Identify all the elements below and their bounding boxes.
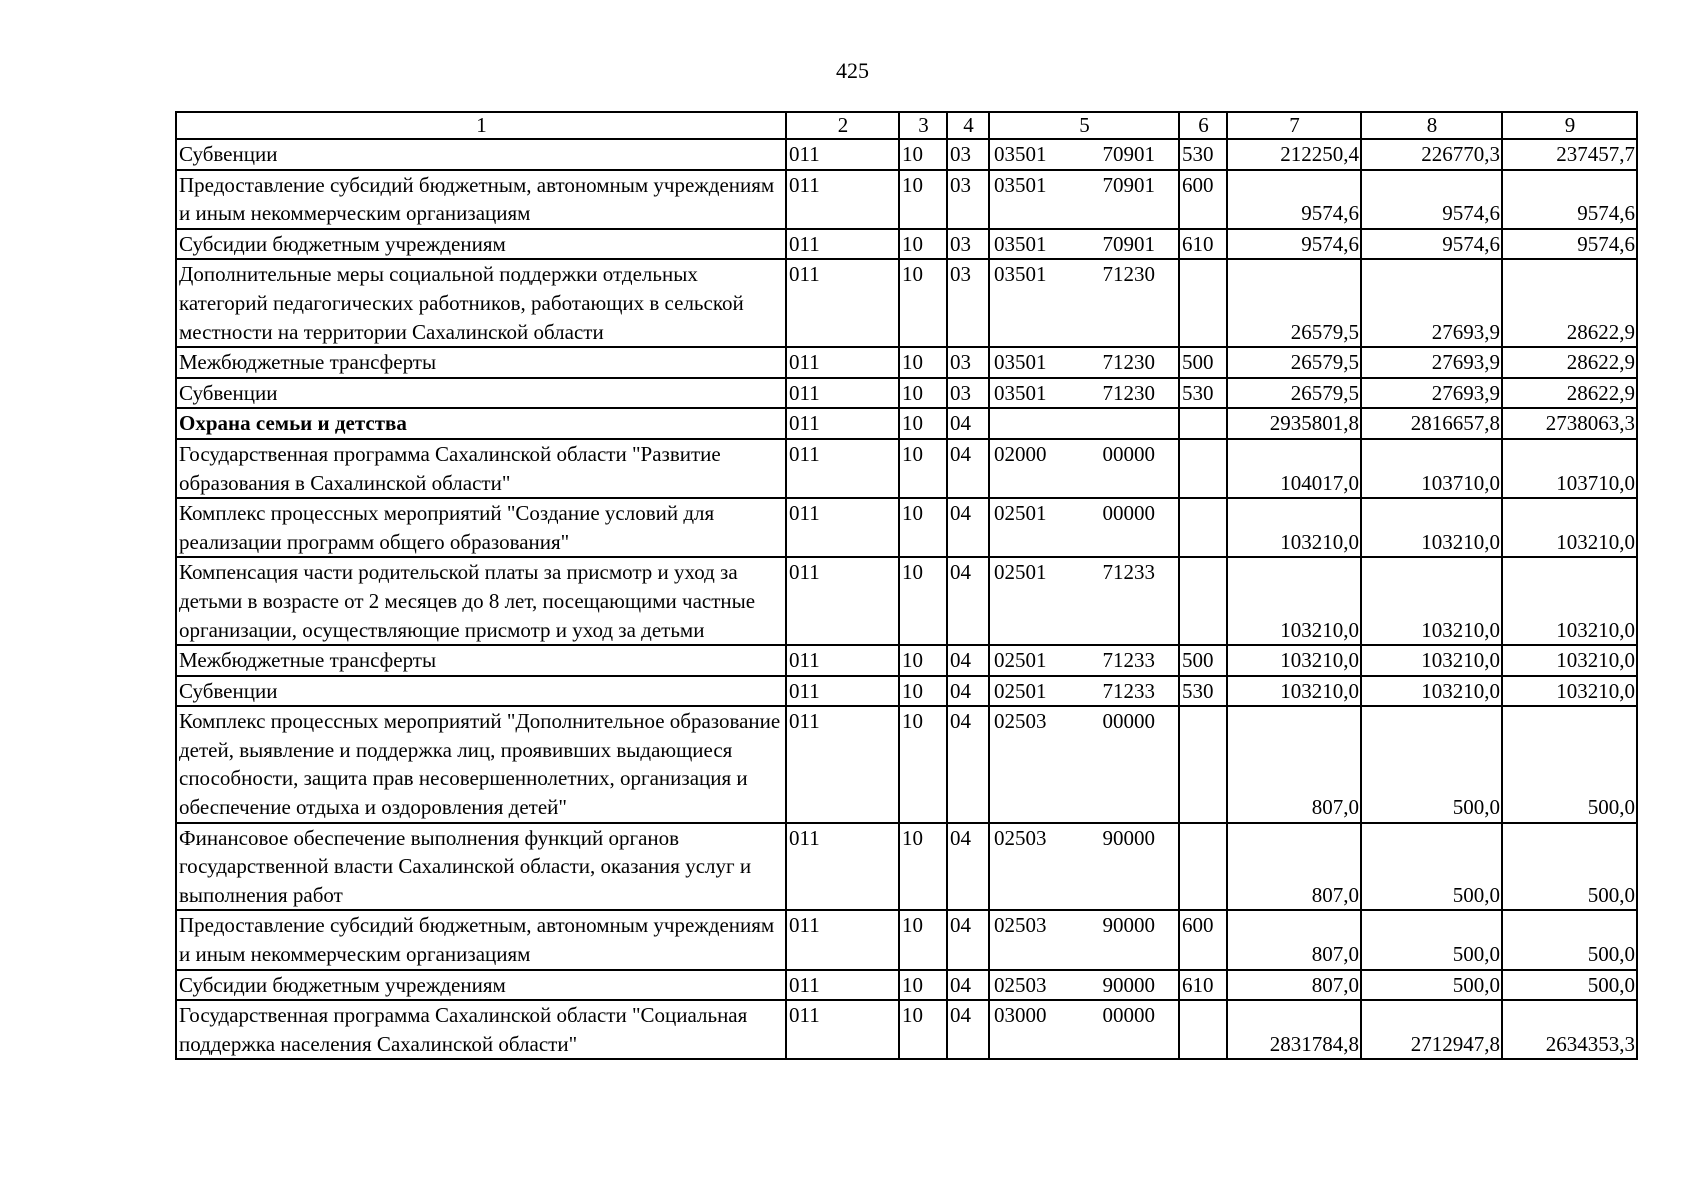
cell-col3: 10 [899,557,947,645]
cell-col5-program: 03501 [994,262,1047,287]
cell-col3: 10 [899,170,947,229]
cell-col6: 600 [1179,910,1227,969]
cell-col4: 04 [947,557,989,645]
cell-col5-program: 03501 [994,142,1047,166]
cell-col4: 04 [947,970,989,1001]
column-header: 7 [1227,112,1361,139]
cell-col8: 103210,0 [1361,645,1502,676]
cell-col8: 103210,0 [1361,557,1502,645]
cell-col9: 103210,0 [1502,676,1637,707]
cell-col2: 011 [786,170,899,229]
cell-col5-program: 02501 [994,648,1047,673]
table-row [176,1000,1637,1059]
cell-col5 [989,645,1179,676]
cell-col9: 237457,7 [1502,139,1637,170]
cell-col5-direction: 71230 [1102,350,1155,375]
row-name: Субвенции [176,378,786,409]
cell-col5-direction: 71230 [1102,380,1155,405]
cell-col4: 03 [947,170,989,229]
cell-col9: 9574,6 [1502,229,1637,260]
cell-col2: 011 [786,676,899,707]
cell-col2: 011 [786,347,899,378]
cell-col3: 10 [899,910,947,969]
cell-col5-program: 02501 [994,678,1047,703]
cell-col5 [989,347,1179,378]
cell-col7: 2831784,8 [1227,1000,1361,1059]
cell-col7: 26579,5 [1227,259,1361,347]
cell-col6: 530 [1179,676,1227,707]
cell-col8: 226770,3 [1361,139,1502,170]
cell-col8: 500,0 [1361,910,1502,969]
cell-col4: 03 [947,139,989,170]
cell-col5 [989,910,1179,969]
cell-col2: 011 [786,439,899,498]
table-row [176,557,1637,645]
cell-col2: 011 [786,229,899,260]
cell-col5 [989,170,1179,229]
cell-col5-direction: 00000 [1102,501,1155,526]
table-row [176,170,1637,229]
column-header: 3 [899,112,947,139]
cell-col2: 011 [786,259,899,347]
cell-col2: 011 [786,1000,899,1059]
cell-col3: 10 [899,439,947,498]
cell-col5-direction: 00000 [1102,709,1155,734]
cell-col8: 103210,0 [1361,676,1502,707]
cell-col2: 011 [786,139,899,170]
cell-col9: 103710,0 [1502,439,1637,498]
cell-col6: 500 [1179,645,1227,676]
cell-col5 [989,970,1179,1001]
cell-col7: 807,0 [1227,823,1361,911]
cell-col3: 10 [899,378,947,409]
cell-col7: 807,0 [1227,706,1361,822]
cell-col7: 212250,4 [1227,139,1361,170]
cell-col5 [989,823,1179,911]
cell-col4: 04 [947,823,989,911]
cell-col5-direction: 90000 [1102,913,1155,938]
cell-col2: 011 [786,378,899,409]
cell-col7: 26579,5 [1227,347,1361,378]
cell-col5-program: 02501 [994,560,1047,585]
cell-col6: 530 [1179,378,1227,409]
cell-col6 [1179,498,1227,557]
table-row [176,229,1637,260]
cell-col2: 011 [786,910,899,969]
row-name: Субсидии бюджетным учреждениям [176,970,786,1001]
cell-col5-program: 03000 [994,1003,1047,1028]
cell-col9: 28622,9 [1502,378,1637,409]
cell-col7: 103210,0 [1227,645,1361,676]
cell-col5 [989,1000,1179,1059]
budget-table [175,111,1638,1060]
cell-col9: 103210,0 [1502,498,1637,557]
column-header: 2 [786,112,899,139]
cell-col9: 500,0 [1502,910,1637,969]
row-name: Межбюджетные трансферты [176,645,786,676]
cell-col5 [989,557,1179,645]
row-name: Межбюджетные трансферты [176,347,786,378]
cell-col7: 2935801,8 [1227,408,1361,439]
cell-col7: 807,0 [1227,910,1361,969]
cell-col3: 10 [899,645,947,676]
cell-col9: 500,0 [1502,706,1637,822]
cell-col4: 04 [947,498,989,557]
table-row [176,408,1637,439]
cell-col5-direction: 70901 [1102,142,1155,166]
cell-col7: 104017,0 [1227,439,1361,498]
cell-col6: 500 [1179,347,1227,378]
cell-col3: 10 [899,498,947,557]
cell-col8: 27693,9 [1361,259,1502,347]
cell-col3: 10 [899,706,947,822]
cell-col4: 03 [947,229,989,260]
cell-col6: 610 [1179,229,1227,260]
cell-col8: 103210,0 [1361,498,1502,557]
row-name: Предоставление субсидий бюджетным, автономным учреждениям и иным некоммерческим организациям [176,170,786,229]
table-row [176,347,1637,378]
table-row [176,676,1637,707]
cell-col5-program: 03501 [994,231,1047,256]
column-header: 5 [989,112,1179,139]
row-name: Комплекс процессных мероприятий "Дополнительное образование детей, выявление и поддержка лиц, проявивших выдающиеся способности, защита прав несовершеннолетних, организация и обеспечение отдыха и оздоровления детей" [176,706,786,822]
cell-col5-program: 02503 [994,972,1047,997]
cell-col5 [989,139,1179,170]
cell-col9: 103210,0 [1502,645,1637,676]
cell-col8: 9574,6 [1361,170,1502,229]
cell-col8: 27693,9 [1361,347,1502,378]
cell-col5 [989,439,1179,498]
table-row [176,378,1637,409]
table-row [176,910,1637,969]
cell-col5-direction: 71230 [1102,262,1155,287]
cell-col4: 04 [947,676,989,707]
cell-col5 [989,706,1179,822]
cell-col5-direction: 70901 [1102,231,1155,256]
cell-col5-direction: 70901 [1102,172,1155,197]
row-name: Комплекс процессных мероприятий "Создание условий для реализации программ общего образования" [176,498,786,557]
cell-col3: 10 [899,139,947,170]
cell-col3: 10 [899,408,947,439]
cell-col6 [1179,1000,1227,1059]
column-header: 1 [176,112,786,139]
cell-col9: 9574,6 [1502,170,1637,229]
row-name: Предоставление субсидий бюджетным, автономным учреждениям и иным некоммерческим организациям [176,910,786,969]
cell-col5-program: 02503 [994,913,1047,938]
cell-col5-program: 02000 [994,441,1047,466]
table-row [176,970,1637,1001]
cell-col8: 27693,9 [1361,378,1502,409]
cell-col7: 9574,6 [1227,229,1361,260]
row-name: Охрана семьи и детства [176,408,786,439]
cell-col2: 011 [786,557,899,645]
cell-col6 [1179,557,1227,645]
row-name: Государственная программа Сахалинской области "Развитие образования в Сахалинской области" [176,439,786,498]
cell-col8: 500,0 [1361,970,1502,1001]
cell-col5 [989,408,1179,439]
column-header: 9 [1502,112,1637,139]
table-row [176,706,1637,822]
cell-col4: 03 [947,378,989,409]
cell-col7: 103210,0 [1227,676,1361,707]
cell-col5-program: 02503 [994,825,1047,850]
cell-col5 [989,498,1179,557]
cell-col5-program: 03501 [994,350,1047,375]
cell-col5-program: 03501 [994,380,1047,405]
row-name: Компенсация части родительской платы за присмотр и уход за детьми в возрасте от 2 месяцев до 8 лет, посещающими частные организации, осуществляющие присмотр и уход за детьми [176,557,786,645]
cell-col8: 103710,0 [1361,439,1502,498]
row-name: Субвенции [176,676,786,707]
row-name: Субсидии бюджетным учреждениям [176,229,786,260]
cell-col3: 10 [899,676,947,707]
cell-col8: 9574,6 [1361,229,1502,260]
cell-col9: 28622,9 [1502,347,1637,378]
table-row [176,498,1637,557]
cell-col2: 011 [786,408,899,439]
page-number: 425 [836,58,869,83]
row-name: Субвенции [176,139,786,170]
cell-col9: 2634353,3 [1502,1000,1637,1059]
cell-col5-direction: 71233 [1102,560,1155,585]
cell-col7: 103210,0 [1227,557,1361,645]
cell-col8: 500,0 [1361,823,1502,911]
cell-col3: 10 [899,259,947,347]
row-name: Государственная программа Сахалинской области "Социальная поддержка населения Сахалинской области" [176,1000,786,1059]
cell-col6: 530 [1179,139,1227,170]
cell-col2: 011 [786,645,899,676]
cell-col5-program: 03501 [994,172,1047,197]
column-header: 4 [947,112,989,139]
cell-col2: 011 [786,970,899,1001]
cell-col7: 807,0 [1227,970,1361,1001]
cell-col6: 600 [1179,170,1227,229]
cell-col9: 103210,0 [1502,557,1637,645]
table-body [176,112,1637,1059]
cell-col7: 103210,0 [1227,498,1361,557]
cell-col2: 011 [786,706,899,822]
cell-col4: 04 [947,1000,989,1059]
cell-col5-direction: 90000 [1102,825,1155,850]
cell-col7: 26579,5 [1227,378,1361,409]
cell-col2: 011 [786,498,899,557]
table-row [176,823,1637,911]
cell-col8: 500,0 [1361,706,1502,822]
cell-col5-direction: 90000 [1102,972,1155,997]
cell-col9: 2738063,3 [1502,408,1637,439]
cell-col4: 03 [947,347,989,378]
cell-col5-direction: 00000 [1102,441,1155,466]
cell-col4: 04 [947,439,989,498]
cell-col5 [989,259,1179,347]
cell-col8: 2712947,8 [1361,1000,1502,1059]
cell-col4: 04 [947,706,989,822]
cell-col5 [989,676,1179,707]
cell-col9: 28622,9 [1502,259,1637,347]
cell-col9: 500,0 [1502,823,1637,911]
cell-col6 [1179,706,1227,822]
cell-col7: 9574,6 [1227,170,1361,229]
cell-col4: 03 [947,259,989,347]
cell-col5-program: 02501 [994,501,1047,526]
header-row [176,112,1637,139]
cell-col6 [1179,259,1227,347]
cell-col2: 011 [786,823,899,911]
cell-col9: 500,0 [1502,970,1637,1001]
table-row [176,259,1637,347]
cell-col8: 2816657,8 [1361,408,1502,439]
cell-col5-program: 02503 [994,709,1047,734]
cell-col6 [1179,408,1227,439]
row-name: Финансовое обеспечение выполнения функций органов государственной власти Сахалинской области, оказания услуг и выполнения работ [176,823,786,911]
column-header: 8 [1361,112,1502,139]
cell-col4: 04 [947,408,989,439]
row-name: Дополнительные меры социальной поддержки отдельных категорий педагогических работников, работающих в сельской местности на территории Сахалинской области [176,259,786,347]
cell-col5 [989,229,1179,260]
cell-col5 [989,378,1179,409]
cell-col4: 04 [947,645,989,676]
cell-col5-direction: 71233 [1102,678,1155,703]
cell-col5-direction: 71233 [1102,648,1155,673]
cell-col3: 10 [899,347,947,378]
table-row [176,645,1637,676]
cell-col3: 10 [899,1000,947,1059]
cell-col3: 10 [899,970,947,1001]
cell-col4: 04 [947,910,989,969]
cell-col5-direction: 00000 [1102,1003,1155,1028]
cell-col6 [1179,823,1227,911]
cell-col6: 610 [1179,970,1227,1001]
column-header: 6 [1179,112,1227,139]
table-row [176,439,1637,498]
table-row [176,139,1637,170]
cell-col6 [1179,439,1227,498]
cell-col3: 10 [899,229,947,260]
cell-col3: 10 [899,823,947,911]
